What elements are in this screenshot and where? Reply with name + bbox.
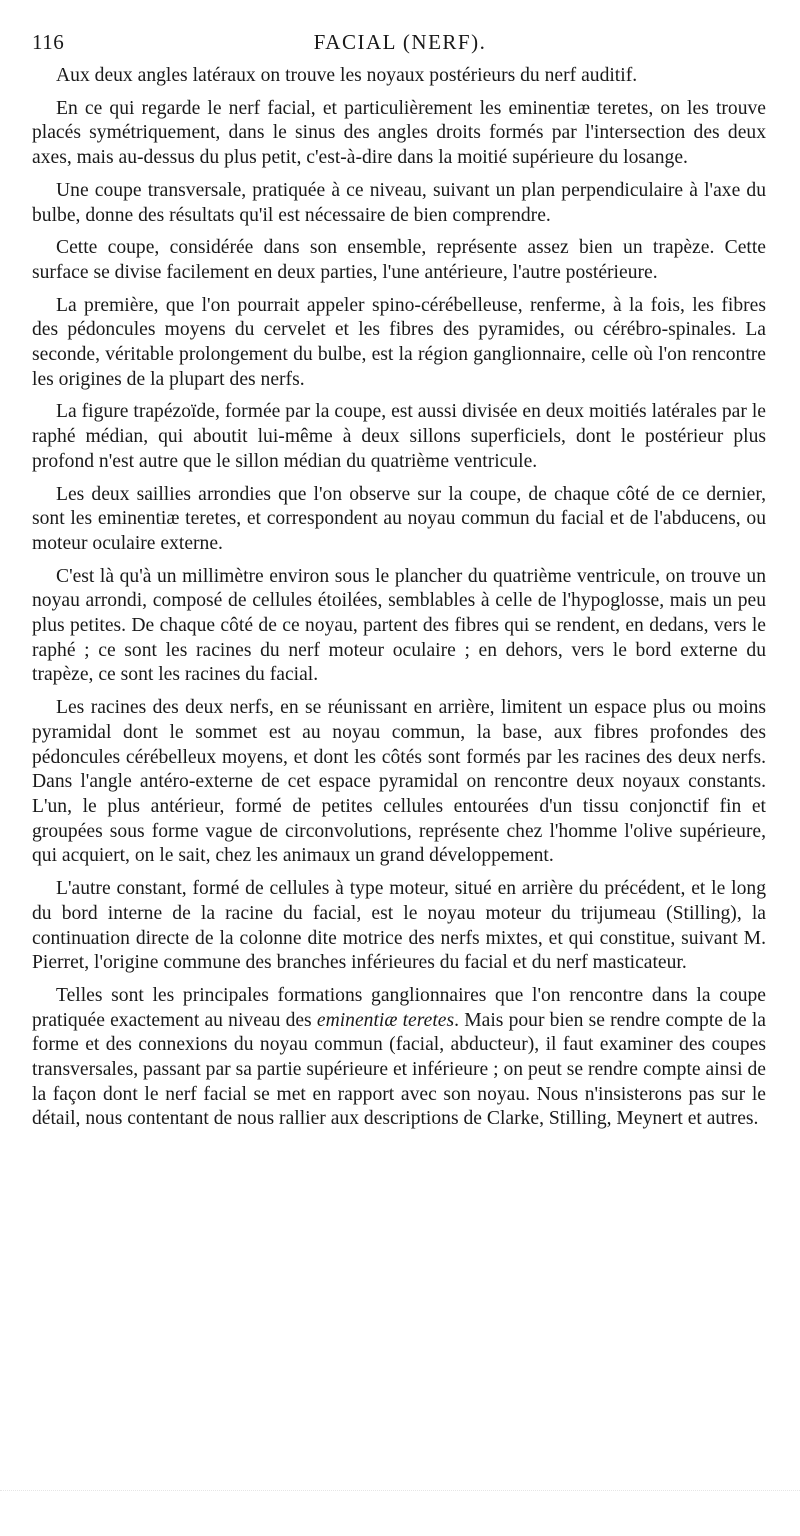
paragraph: L'autre constant, formé de cellules à type moteur, situé en arrière du précédent, et le long du bord interne de la racine du facial, est le noyau moteur du trijumeau (Stilling), la continuation directe de la colonne dite motrice des nerfs mixtes, et qui constitue, suivant M. Pierret, l'origine commune des branches inférieures du facial et du nerf masticateur. bbox=[32, 878, 766, 974]
paragraph: Les racines des deux nerfs, en se réunissant en arrière, limitent un espace plus ou moins pyramidal dont le sommet est au noyau commun, la base, aux fibres profondes des pédoncules cérébelleux moyens, et dont les côtés sont formés par les racines des deux nerfs. Dans l'angle antéro-externe de cet espace pyramidal on rencontre deux noyaux constants. L'un, le plus antérieur, formé de petites cellules entourées d'un tissu conjonctif fin et groupées sous forme vague de circonvolutions, représente chez l'homme l'olive supérieure, qui acquiert, on le sait, chez les animaux un grand développement. bbox=[32, 697, 766, 867]
paragraph: Cette coupe, considérée dans son ensemble, représente assez bien un trapèze. Cette surface se divise facilement en deux parties, l'une antérieure, l'autre postérieure. bbox=[32, 237, 766, 283]
scan-bottom-artifact bbox=[0, 1490, 800, 1511]
paragraph: C'est là qu'à un millimètre environ sous le plancher du quatrième ventricule, on trouve un noyau arrondi, composé de cellules étoilées, semblables à celle de l'hypoglosse, mais un peu plus petites. De chaque côté de ce noyau, partent des fibres qui se rendent, en dedans, vers le raphé ; ce sont les racines du nerf moteur oculaire ; en dehors, vers le bord externe du trapèze, ce sont les racines du facial. bbox=[32, 565, 766, 686]
paragraph-italic-term: eminentiæ teretes bbox=[316, 1009, 455, 1031]
page-header bbox=[32, 30, 768, 60]
running-title: FACIAL (NERF). bbox=[313, 30, 487, 54]
paragraph: Les deux saillies arrondies que l'on observe sur la coupe, de chaque côté de ce dernier, sont les eminentiæ teretes, et correspondent au noyau commun du facial et de l'abducens, ou moteur oculaire externe. bbox=[32, 483, 766, 554]
paragraph-text: . Mais pour bien se rendre compte de la forme et des connexions du noyau commun (facial, abducteur), il faut examiner des coupes transversales, passant par sa partie supérieure et inférieure ; on peut se rendre compte ainsi de la façon dont le nerf facial se met en rapport avec son noyau. Nous n'insisterons pas sur le détail, nous contentant de nous rallier aux descriptions de Clarke, Stilling, Meynert et autres. bbox=[32, 1009, 766, 1130]
page-body bbox=[32, 64, 766, 1140]
paragraph: La figure trapézoïde, formée par la coupe, est aussi divisée en deux moitiés latérales par le raphé médian, qui aboutit lui-même à deux sillons superficiels, dont le postérieur plus profond n'est autre que le sillon médian du quatrième ventricule. bbox=[32, 401, 766, 472]
paragraph: Aux deux angles latéraux on trouve les noyaux postérieurs du nerf auditif. bbox=[56, 65, 638, 86]
paragraph-text: Telles sont les principales formations ganglionnaires que l'on rencontre dans la coupe pratiquée exactement au niveau des bbox=[32, 984, 766, 1031]
paragraph: En ce qui regarde le nerf facial, et particulièrement les eminentiæ teretes, on les trouve placés symétriquement, dans le sinus des angles droits formés par l'intersection des deux axes, mais au-dessus du plus petit, c'est-à-dire dans la moitié supérieure du losange. bbox=[32, 97, 766, 169]
paragraph-last bbox=[32, 984, 766, 1132]
paragraph: La première, que l'on pourrait appeler spino-cérébelleuse, renferme, à la fois, les fibres des pédoncules moyens du cervelet et les fibres des pyramides, ou cérébro-spinales. La seconde, véritable prolongement du bulbe, est la région ganglionnaire, celle où l'on rencontre les origines de la plupart des nerfs. bbox=[32, 294, 766, 390]
page-number: 116 bbox=[32, 30, 65, 54]
paragraph: Une coupe transversale, pratiquée à ce niveau, suivant un plan perpendiculaire à l'axe du bulbe, donne des résultats qu'il est nécessaire de bien comprendre. bbox=[32, 179, 766, 226]
